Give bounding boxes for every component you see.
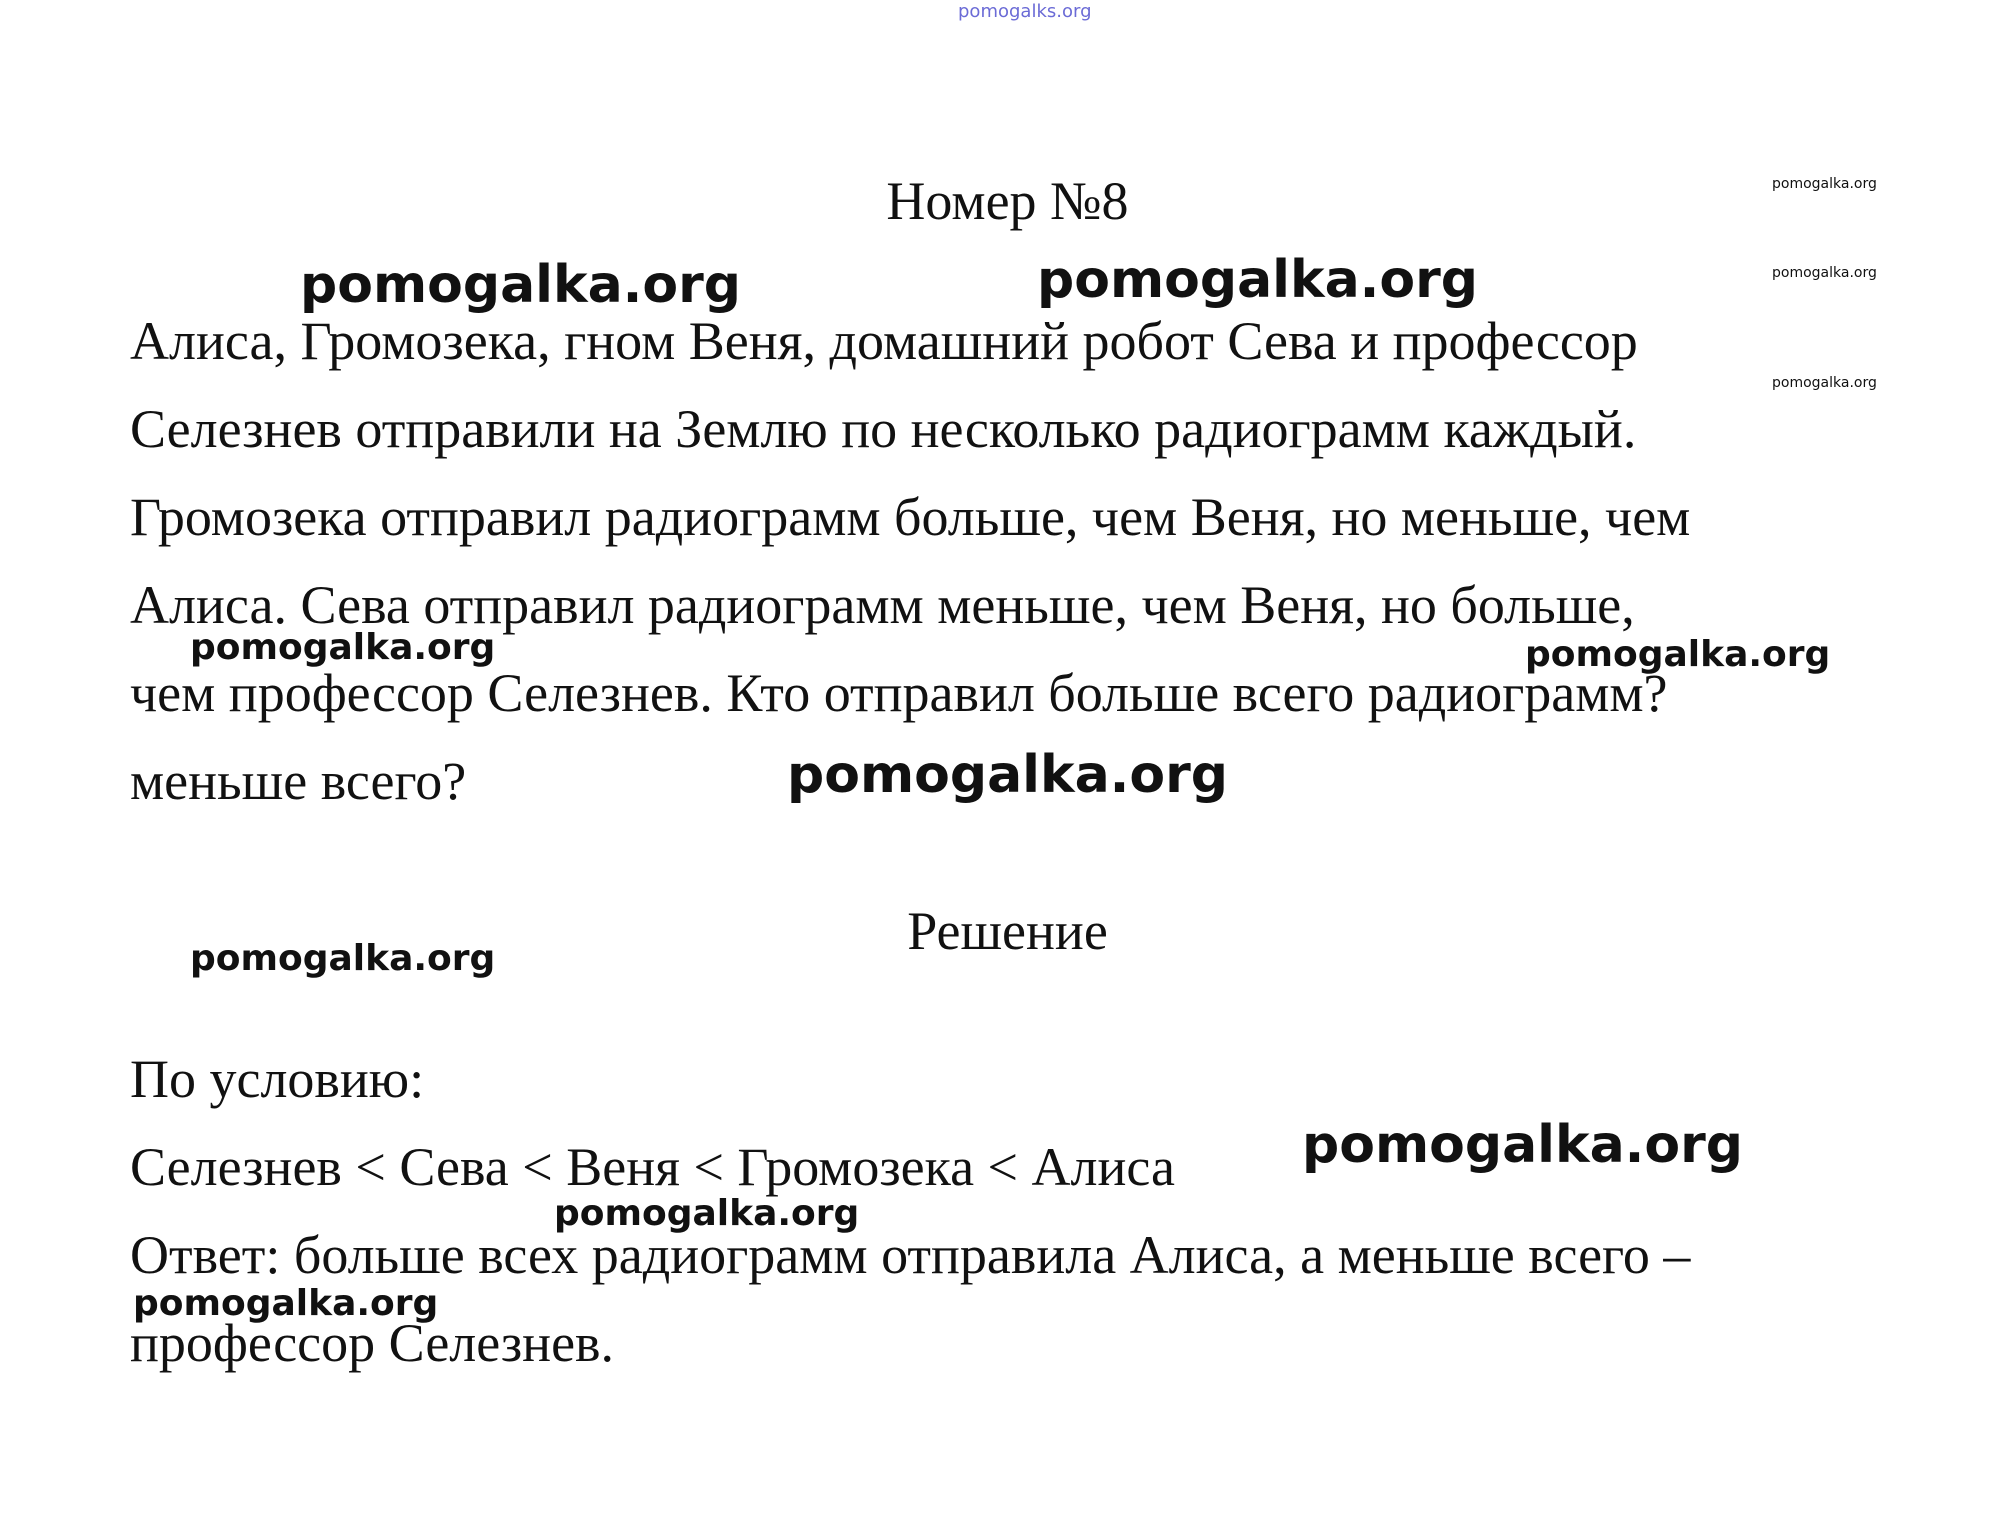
watermark: pomogalka.org [1772,375,1877,391]
solution-line: Селезнев < Сева < Веня < Громозека < Алиса [130,1137,1175,1197]
problem-line: меньше всего? [130,751,467,811]
watermark: pomogalka.org [1037,250,1479,310]
solution-line: профессор Селезнев. [130,1313,615,1373]
watermark: pomogalka.org [554,1193,860,1234]
solution-line: По условию: [130,1049,425,1109]
problem-line: Громозека отправил радиограмм больше, чем Веня, но меньше, чем [130,487,1691,547]
watermark: pomogalka.org [1772,265,1877,281]
watermark: pomogalka.org [133,1283,439,1324]
watermark: pomogalka.org [787,745,1229,805]
watermark: pomogalka.org [1772,176,1877,192]
watermark: pomogalka.org [1525,634,1831,675]
problem-title: Номер №8 [886,171,1129,231]
problem-line: Алиса. Сева отправил радиограмм меньше, чем Веня, но больше, [130,575,1635,635]
watermark: pomogalka.org [300,255,742,315]
header-watermark: pomogalks.org [958,1,1092,22]
solution-title: Решение [907,901,1108,961]
watermark: pomogalka.org [1302,1115,1744,1175]
watermark: pomogalka.org [190,627,496,668]
solution-line: Ответ: больше всех радиограмм отправила Алиса, а меньше всего – [130,1225,1691,1285]
watermark: pomogalka.org [190,938,496,979]
problem-line: Алиса, Громозека, гном Веня, домашний робот Сева и профессор [130,311,1638,371]
problem-line: Селезнев отправили на Землю по несколько радиограмм каждый. [130,399,1637,459]
problem-line: чем профессор Селезнев. Кто отправил больше всего радиограмм? [130,663,1668,723]
